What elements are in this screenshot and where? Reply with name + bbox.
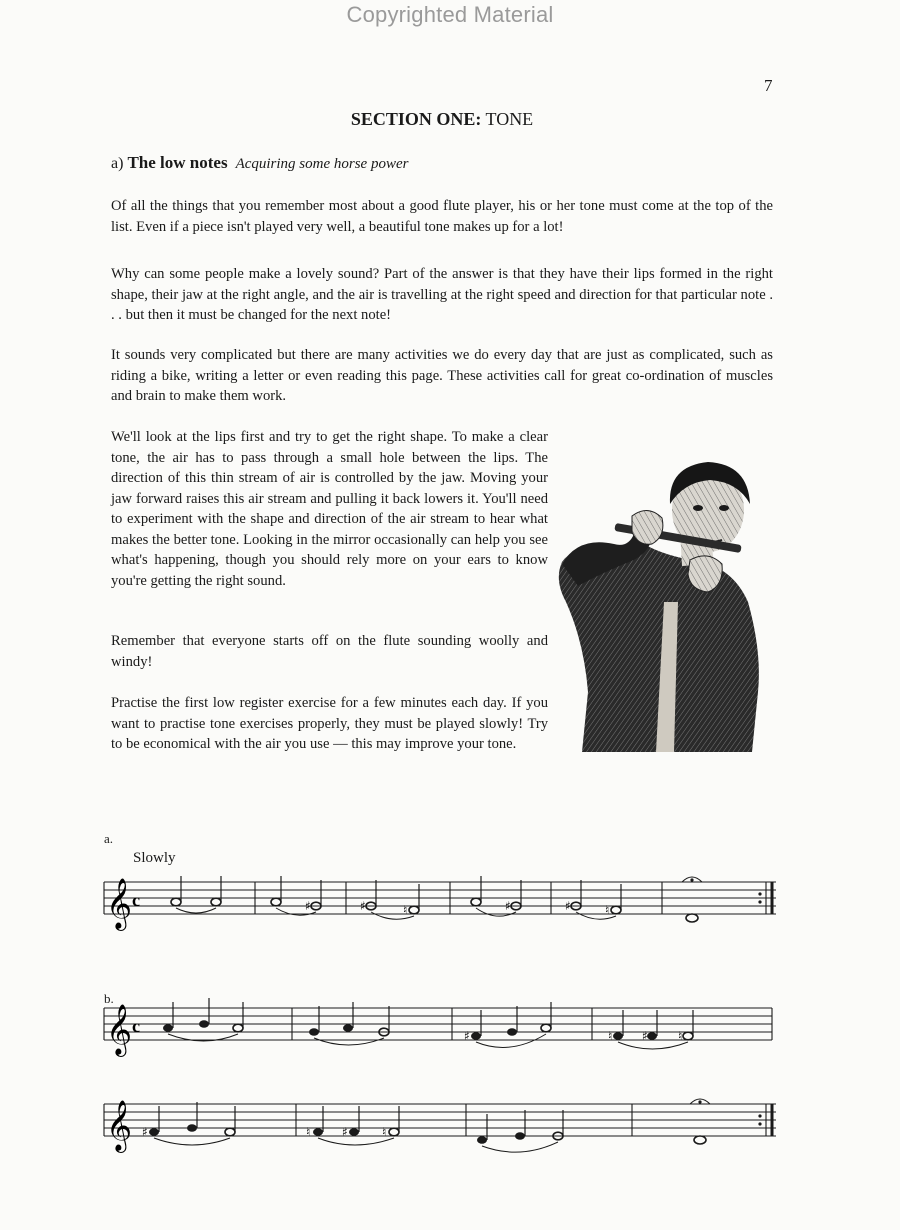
svg-text:♮: ♮: [608, 1029, 613, 1043]
svg-text:c: c: [132, 890, 140, 910]
svg-text:♯: ♯: [305, 899, 311, 913]
svg-text:♯: ♯: [642, 1029, 648, 1043]
subheading-label: a): [111, 155, 128, 172]
svg-text:♯: ♯: [464, 1029, 470, 1043]
svg-text:♯: ♯: [142, 1125, 148, 1139]
exercise-b-label: b.: [104, 991, 114, 1006]
paragraph-4: We'll look at the lips first and try to get the right shape. To make a clear tone, the air has to pass through a small hole between the lips. The direction of this thin stream of air is controlled by the jaw. Moving your jaw forward raises this air stream and pulling it back lowers it. You'll need to experiment with the shape and direction of the air stream to hear what makes the better tone. Looking in the mirror occasionally can help you see what's happening, though you should rely more on your ears to know you're getting the right sound.: [111, 429, 548, 589]
svg-text:♯: ♯: [360, 899, 366, 913]
tempo-marking: Slowly: [133, 850, 176, 866]
svg-text:𝄞: 𝄞: [106, 878, 133, 929]
svg-text:♯: ♯: [565, 899, 571, 913]
svg-text:♮: ♮: [306, 1125, 311, 1139]
subheading-subtitle: Acquiring some horse power: [235, 156, 409, 172]
paragraph-6: Practise the first low register exercise for a few minutes each day. If you want to practise tone exercises properly, they must be played slowly! Try to be economical with the air you use — this may improve your tone.: [111, 695, 548, 752]
svg-text:♮: ♮: [678, 1029, 683, 1043]
music-staff-exercise-b-line-1: [96, 994, 786, 1064]
svg-text:𝄞: 𝄞: [106, 1004, 133, 1055]
svg-text:♯: ♯: [505, 899, 511, 913]
page-number: 7: [764, 76, 773, 95]
section-title-bold: SECTION ONE:: [350, 109, 482, 129]
svg-text:c: c: [132, 1016, 140, 1036]
paragraph-1: Of all the things that you remember most about a good flute player, his or her tone must come at the top of the list. Even if a piece isn't played very well, a beautiful tone makes up for a lot!: [111, 198, 773, 235]
flute-player-illustration: [552, 452, 764, 754]
subheading: [111, 153, 408, 173]
paragraph-5: Remember that everyone starts off on the flute sounding woolly and windy!: [111, 633, 548, 670]
svg-text:♯: ♯: [342, 1125, 348, 1139]
svg-text:♮: ♮: [605, 903, 610, 917]
paragraph-2: Why can some people make a lovely sound? Part of the answer is that they have their lips formed in the right shape, their jaw at the right angle, and the air is travelling at the right speed and direction for that particular note . . . but then it must be changed for the next note!: [111, 266, 773, 323]
svg-text:𝄞: 𝄞: [106, 1100, 133, 1151]
music-staff-exercise-a: [96, 868, 786, 938]
subheading-title: The low notes: [127, 153, 228, 172]
svg-text:♮: ♮: [382, 1125, 387, 1139]
copyright-watermark: Copyrighted Material: [346, 2, 554, 27]
exercise-a-label: a.: [104, 831, 114, 846]
paragraph-3: It sounds very complicated but there are many activities we do every day that are just as complicated, such as riding a bike, writing a letter or even reading this page. These activities call for great co-ordination of muscles and brain to make them work.: [111, 347, 773, 404]
svg-text:♮: ♮: [403, 903, 408, 917]
music-staff-exercise-b-line-2: [96, 1090, 786, 1160]
section-title-rest: TONE: [481, 109, 534, 129]
section-title: [0, 109, 884, 130]
